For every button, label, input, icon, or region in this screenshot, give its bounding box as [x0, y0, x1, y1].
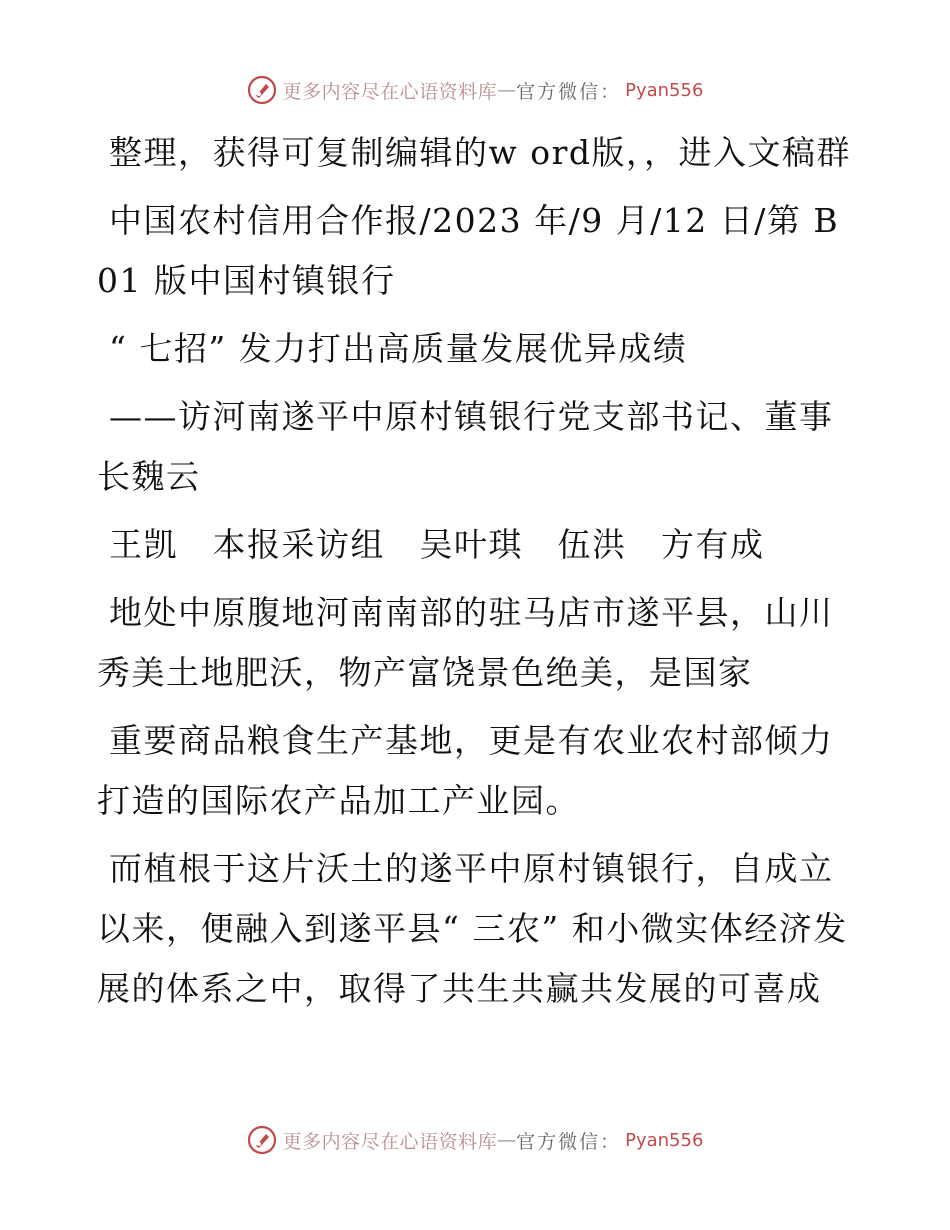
banner-dash: —	[497, 1129, 517, 1151]
banner-wechat-id: Pyan556	[625, 79, 704, 101]
paragraph: ——访河南遂平中原村镇银行党支部书记、董事长魏云	[97, 397, 834, 496]
paragraph: “ 七招” 发力打出高质量发展优异成绩	[97, 329, 688, 368]
banner-slogan: 更多内容尽在心语资料库	[282, 80, 498, 103]
pen-nib-logo-icon	[247, 1125, 277, 1155]
paragraph: 中国农村信用合作报/2023 年/9 月/12 日/第 B01 版中国村镇银行	[97, 201, 840, 300]
document-body	[97, 123, 857, 1027]
banner-official-label: 官方微信：	[516, 1130, 622, 1153]
banner-official-label: 官方微信：	[516, 80, 622, 103]
header-banner	[0, 72, 950, 108]
paragraph: 地处中原腹地河南南部的驻马店市遂平县，山川秀美土地肥沃，物产富饶景色绝美，是国家	[97, 593, 834, 692]
footer-banner	[0, 1122, 950, 1158]
banner-slogan: 更多内容尽在心语资料库	[282, 1130, 498, 1153]
banner-dash: —	[497, 79, 517, 101]
paragraph: 而植根于这片沃土的遂平中原村镇银行，自成立以来，便融入到遂平县“ 三农” 和小微实体经济发展的体系之中，取得了共生共赢共发展的可喜成	[97, 849, 848, 1008]
pen-nib-logo-icon	[247, 75, 277, 105]
paragraph: 整理，获得可复制编辑的w ord版，，进入文稿群	[97, 133, 852, 172]
paragraph: 王凯 本报采访组 吴叶琪 伍洪 方有成	[97, 525, 765, 564]
banner-wechat-id: Pyan556	[625, 1129, 704, 1151]
paragraph: 重要商品粮食生产基地，更是有农业农村部倾力打造的国际农产品加工产业园。	[97, 721, 834, 820]
